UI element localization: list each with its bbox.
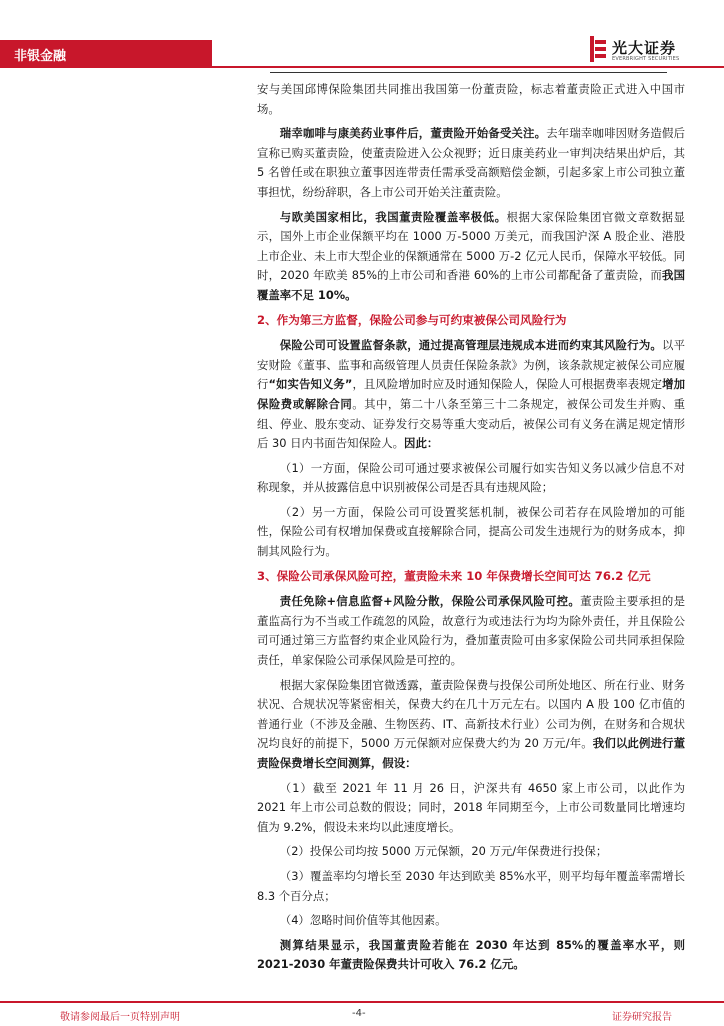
logo-name: 光大证券	[612, 39, 677, 57]
page-number: -4-	[352, 1008, 366, 1019]
paragraph-premium-estimate: 根据大家保险集团官微透露，董责险保费与投保公司所处地区、所在行业、财务状况、合规状况等紧密相关，保费大约在几十万元左右。以国内 A 股 100 亿市值的普通行业（不涉及金融、生物医药、IT、高新技术行业）公司为例，在财务和合规状况均良好的前提下，5000 万元保额对应保费大约为 20 万元/年。我们以此例进行董责险保费增长空间测算，假设：	[257, 677, 685, 770]
report-body	[257, 80, 685, 980]
assumption-three: （3）覆盖率均匀增长至 2030 年达到欧美 85%水平，则平均每年覆盖率需增长 8.3 个百分点；	[257, 868, 685, 903]
header-accent-rule	[212, 66, 724, 68]
sector-tag-label: 非银金融	[14, 49, 67, 64]
section-heading-2: 2、作为第三方监督，保险公司参与可约束被保公司风险行为	[257, 312, 567, 327]
list-item-two: （2）另一方面，保险公司可设置奖惩机制，被保公司若存在风险增加的可能性，保险公司有权增加保费或直接解除合同，提高公司发生违规行为的财务成本，抑制其风险行为。	[257, 504, 685, 559]
paragraph-coverage-comparison: 与欧美国家相比，我国董责险覆盖率极低。根据大家保险集团官微文章数据显示，国外上市企业保额平均在 1000 万-5000 万美元，而我国沪深 A 股企业、港股上市企业、未上市大型企业的保额通常在 5000 万-2 亿元人民币，保障水平较低。同时，2020 年欧美 85%的上市公司和香港 60%的上市公司都配备了董责险，而我国覆盖率不足 10%。	[257, 209, 685, 302]
page-header	[0, 0, 724, 68]
page-footer	[0, 1001, 724, 1026]
paragraph-intro: 安与美国邱博保险集团共同推出我国第一份董责险，标志着董责险正式进入中国市场。	[257, 82, 685, 116]
assumption-one: （1）截至 2021 年 11 月 26 日，沪深共有 4650 家上市公司，以此作为 2021 年上市公司总数的假设；同时，2018 年同期至今，上市公司数量同比增速均值为 9.2%，假设未来均以此速度增长。	[257, 780, 685, 834]
section-heading-3: 3、保险公司承保风险可控，董责险未来 10 年保费增长空间可达 76.2 亿元	[257, 568, 651, 583]
paragraph-conclusion: 测算结果显示，我国董责险若能在 2030 年达到 85%的覆盖率水平，则 2021-2030 年董责险保费共计可收入 76.2 亿元。	[257, 937, 685, 972]
logo-subtitle: EVERBRIGHT SECURITIES	[612, 56, 680, 62]
paragraph-supervision-clauses: 保险公司可设置监督条款，通过提高管理层违规成本进而约束其风险行为。以平安财险《董事、监事和高级管理人员责任保险条款》为例，该条款规定被保公司应履行“如实告知义务”，且风险增加时应及时通知保险人，保险人可根据费率表规定增加保险费或解除合同。其中，第二十八条至第三十二条规定，被保公司发生并购、重组、停业、股东变动、证券发行交易等重大变动后，被保公司有义务在满足规定情形后 30 日内书面告知保险人。因此：	[257, 338, 685, 451]
paragraph-risk-control: 责任免除+信息监督+风险分散，保险公司承保风险可控。董责险主要承担的是董监高行为不当或工作疏忽的风险，故意行为或违法行为均为除外责任，并且保险公司可通过第三方监督约束企业风险行为，叠加董责险可由多家保险公司共同承担保险责任，单家保险公司承保风险是可控的。	[257, 594, 685, 668]
company-logo	[588, 36, 708, 66]
list-item-one: （1）一方面，保险公司可通过要求被保公司履行如实告知义务以减少信息不对称现象，并从披露信息中识别被保公司是否具有违规风险；	[257, 460, 685, 495]
logo-mark-icon	[588, 36, 608, 62]
assumption-four: （4）忽略时间价值等其他因素。	[279, 913, 447, 928]
report-type: 证券研究报告	[612, 1012, 672, 1023]
assumption-two: （2）投保公司均按 5000 万元保额，20 万元/年保费进行投保；	[279, 844, 608, 859]
paragraph-luckin-kangmei: 瑞幸咖啡与康美药业事件后，董责险开始备受关注。去年瑞幸咖啡因财务造假后宣称已购买董责险，使董责险进入公众视野；近日康美药业一审判决结果出炉后，其 5 名曾任或在职独立董事因连带责任需承受高额赔偿金额，引起多家上市公司独立董事担忧，纷纷辞职，各上市公司开始关注董责险。	[257, 126, 685, 199]
sector-tag	[0, 40, 212, 68]
header-rule	[270, 72, 667, 73]
disclaimer-note: 敬请参阅最后一页特别声明	[60, 1012, 180, 1023]
